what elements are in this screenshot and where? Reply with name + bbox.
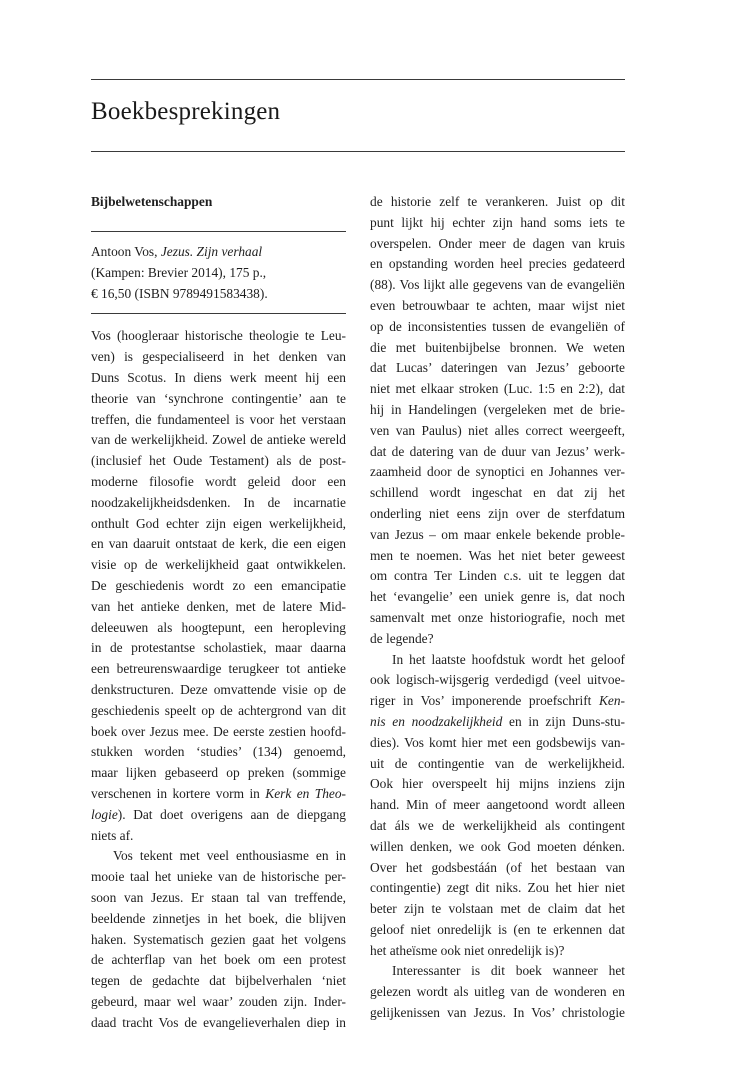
text-line: niets af. — [91, 827, 134, 843]
text-line: maar lijken gebaseerd op preken (sommige — [91, 765, 346, 781]
text-line: soon van Jezus. Er staan tal van treffende, — [91, 889, 346, 905]
text-line: (88). Vos lijkt alle gegevens van de evangeliën — [370, 277, 625, 293]
review-paragraph-2 — [91, 846, 346, 1033]
text-line: moderne filosofie wordt geleid door een — [91, 473, 346, 489]
text-line: van het antieke denken, met de latere Mid- — [91, 598, 346, 614]
text-line: hand. Min of meer aangetoond wordt alleen — [370, 797, 625, 813]
citation-price-isbn: € 16,50 (ISBN 9789491583438). — [91, 285, 268, 301]
text-line: ven) is gespecialiseerd in het denken van — [91, 349, 346, 365]
text-line: van de werkelijkheid. Zowel de antieke wereld — [91, 432, 346, 448]
text-line: contingentie) zegt dit niks. Zou het hier niet — [370, 880, 625, 896]
text-line: stukken worden ‘studies’ (134) genoemd, — [91, 744, 346, 760]
text-line: haken. Systematisch gezien gaat het volgens — [91, 931, 346, 947]
text-line: samenvalt met onze historiografie, noch met — [370, 609, 625, 625]
text-line: Over het godsbestáán (of het bestaan van — [370, 859, 625, 875]
text-line: een betreurenswaardige terugkeer tot antieke — [91, 661, 346, 677]
text-line: De geschiedenis wordt zo een emancipatie — [91, 577, 346, 593]
text-line: willen denken, we ook God moeten dénken. — [370, 838, 625, 854]
text-line: boek over Jezus mee. De eerste zestien hoofd- — [91, 723, 346, 739]
text-line: in de protestantse scholastiek, maar daarna — [91, 640, 346, 656]
text-line: dat áls we de werkelijkheid als contingent — [370, 817, 625, 833]
text-line: om contra Ter Linden c.s. uit te leggen dat — [370, 568, 625, 584]
text-line: zaamheid door de synoptici en Johannes ver- — [370, 464, 625, 480]
text-line: dies). Vos komt hier met een godsbewijs van- — [370, 734, 625, 750]
journal-title-part-1: Kerk en Theo- — [265, 785, 346, 801]
text-line: op de inconsistenties tussen de evangeliën of — [370, 318, 625, 334]
journal-title-part-2: logie — [91, 806, 118, 822]
text-line — [370, 691, 625, 712]
top-rule — [91, 79, 625, 80]
text-line: schillend wordt ingeschat en dat zij het — [370, 485, 625, 501]
citation-publisher: (Kampen: Brevier 2014), 175 p., — [91, 264, 267, 280]
citation-author: Antoon Vos, — [91, 244, 158, 259]
citation-book-title: Jezus. Zijn verhaal — [160, 244, 263, 259]
text-fragment: ). Dat doet overigens aan de diepgang — [117, 806, 346, 822]
text-line: even betrouwbaar te achten, maar wijst niet — [370, 297, 625, 313]
text-line: de historie zelf te verankeren. Juist op dit — [370, 194, 625, 209]
text-line: geschiedenis speelt op de achtergrond van dit — [91, 702, 346, 718]
text-line: ook logisch-wijsgerig verdedigd (veel uitvoe- — [370, 672, 625, 688]
text-line: overspelen. Onder meer de dagen van kruis — [370, 235, 625, 251]
text-line: die met buitenbijbelse bronnen. We weten — [370, 339, 625, 355]
section-heading: Bijbelwetenschappen — [91, 194, 213, 209]
citation-rule — [91, 313, 346, 314]
title-underline-rule — [91, 151, 625, 152]
text-line: noodzakelijkheidsdenken. In de incarnatie — [91, 494, 346, 510]
text-line: van Jezus – om maar enkele bekende proble- — [370, 526, 625, 542]
text-line — [370, 712, 625, 733]
text-fragment: en in zijn Duns-stu- — [502, 713, 625, 729]
text-line — [91, 784, 346, 805]
right-column — [370, 192, 625, 1024]
text-line: beeldende zinnetjes in het boek, die blijven — [91, 910, 346, 926]
text-line: Duns Scotus. In diens werk meent hij een — [91, 369, 346, 385]
text-line: en van daaruit ontstaat de kerk, die een eigen — [91, 536, 346, 552]
text-line: mooie taal het unieke van de historische per- — [91, 869, 346, 885]
text-line: niet met elkaar stroken (Luc. 1:5 en 2:2), dat — [370, 381, 625, 397]
text-line: uit de contingentie van de werkelijkheid. — [370, 755, 625, 771]
book-citation — [91, 242, 346, 304]
text-line: onthult God echter zijn eigen werkelijkheid, — [91, 515, 346, 531]
text-line: onderling niet eens zijn over de sterfdatum — [370, 505, 625, 521]
text-line: gelezen wordt als uitleg van de wonderen en — [370, 984, 625, 1000]
text-line: Vos (hoogleraar historische theologie te Leu- — [91, 328, 346, 344]
review-paragraph-1 — [91, 326, 346, 846]
text-line: hij in Handelingen (vergeleken met de brie- — [370, 401, 625, 417]
text-line: Vos tekent met veel enthousiasme en in — [113, 848, 346, 864]
text-line — [91, 805, 346, 826]
text-line: gebeurd, maar wel waar’ zouden zijn. Inder- — [91, 993, 346, 1009]
text-line: men te noemen. Was het niet beter geweest — [370, 547, 625, 563]
text-fragment: riger in Vos’ imponerende proefschrift — [370, 693, 599, 709]
text-line: deleeuwen als hoogtepunt, een heropleving — [91, 619, 346, 635]
text-line: visie op de werkelijkheid gaat ontwikkelen. — [91, 557, 346, 573]
dissertation-title-part-2: nis en noodzakelijkheid — [370, 713, 503, 729]
text-line: ven van Paulus) niet alles correct weergeeft, — [370, 422, 625, 438]
text-line: dat Lucas’ dateringen van Jezus’ geboorte — [370, 360, 625, 376]
text-line: beter zijn te volstaan met de claim dat het — [370, 901, 625, 917]
page-title: Boekbesprekingen — [91, 98, 281, 125]
text-line: gelijkenissen van Jezus. In Vos’ christologie — [370, 1005, 625, 1021]
left-column — [91, 192, 346, 1033]
text-line: denkstructuren. Deze omvattende visie op de — [91, 681, 346, 697]
section-rule — [91, 231, 346, 232]
text-line: (inclusief het Oude Testament) als de post- — [91, 453, 346, 469]
text-line: theorie van ‘synchrone contingentie’ aan te — [91, 390, 346, 406]
text-line: tegen de gedachte dat bijbelverhalen ‘niet — [91, 973, 346, 989]
dissertation-title-part-1: Ken- — [598, 693, 625, 709]
text-line: Ook hier overspeelt hij mijns inziens zijn — [370, 776, 625, 792]
text-line: punt lijkt hij echter zijn hand soms iets te — [370, 214, 625, 230]
text-line: daad tracht Vos de evangelieverhalen diep in — [91, 1014, 346, 1030]
text-line: In het laatste hoofdstuk wordt het geloof — [392, 651, 625, 667]
text-line: de legende? — [370, 630, 434, 646]
review-paragraph-4 — [370, 961, 625, 1023]
review-paragraph-2-continued — [370, 192, 625, 650]
text-line: het ‘evangelie’ een uniek genre is, dat noch — [370, 589, 625, 605]
text-line: het atheïsme ook niet onredelijk is)? — [370, 942, 565, 958]
text-line: Interessanter is dit boek wanneer het — [392, 963, 625, 979]
text-fragment: verschenen in kortere vorm in — [91, 785, 266, 801]
text-line: dat de datering van de duur van Jezus’ werk- — [370, 443, 625, 459]
text-line: en opstanding worden heel precies gedateerd — [370, 256, 625, 272]
text-line: de achterflap van het boek om een protest — [91, 952, 346, 968]
text-line: treffen, die fundamenteel is voor het verstaan — [91, 411, 346, 427]
review-paragraph-3 — [370, 650, 625, 962]
text-line: geloof niet onredelijk is (en te erkennen dat — [370, 921, 625, 937]
